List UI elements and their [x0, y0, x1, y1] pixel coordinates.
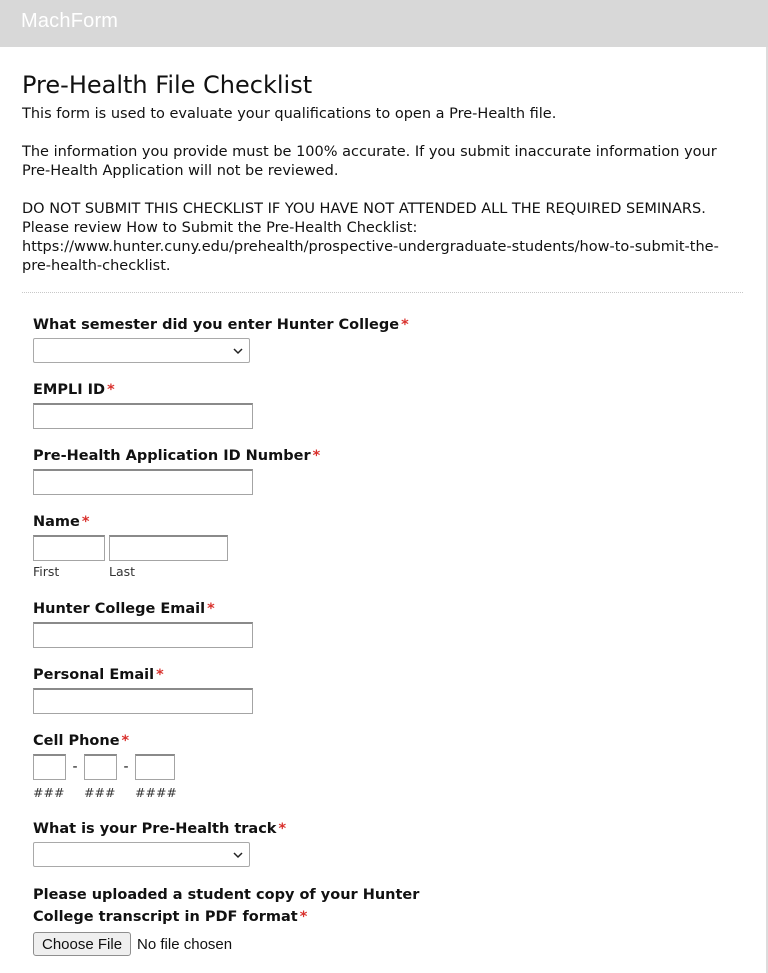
personal-email-input[interactable]: [33, 688, 253, 714]
field-cell-phone: [33, 731, 233, 803]
description-intro: This form is used to evaluate your qualifications to open a Pre-Health file.: [22, 106, 557, 122]
pre-health-track-label: What is your Pre-Health track *: [33, 821, 287, 837]
field-application-id: [33, 446, 320, 495]
phone-prefix-hint: ###: [84, 785, 116, 800]
form-title: Pre-Health File Checklist: [22, 71, 313, 99]
description-accuracy: The information you provide must be 100% accurate. If you submit inaccurate information your Pre-Health Application will not be reviewed.: [22, 144, 717, 179]
phone-area-code-input[interactable]: [33, 754, 66, 780]
name-label: Name *: [33, 514, 90, 530]
semester-label: What semester did you enter Hunter College *: [33, 317, 409, 333]
description-seminar-warning: DO NOT SUBMIT THIS CHECKLIST IF YOU HAVE NOT ATTENDED ALL THE REQUIRED SEMINARS. Please review How to Submit the Pre-Health Checklist: https://www.hunter.cuny.edu/prehealth/prospective-undergraduate-students/how-to-submit-the-pre-health-checklist.: [22, 201, 719, 274]
empli-id-label: EMPLI ID *: [33, 382, 115, 398]
semester-select[interactable]: [33, 338, 250, 363]
pre-health-track-select[interactable]: [33, 842, 250, 867]
field-hunter-email: [33, 599, 253, 648]
section-divider: [22, 292, 743, 293]
top-header-bar: [0, 0, 768, 47]
phone-line-number-hint: ####: [135, 785, 177, 800]
field-semester: [33, 315, 409, 363]
choose-file-button[interactable]: Choose File: [33, 932, 131, 956]
chevron-down-icon: [233, 346, 243, 356]
field-pre-health-track: [33, 819, 286, 867]
phone-separator: -: [123, 759, 129, 775]
field-empli-id: [33, 380, 253, 429]
chevron-down-icon: [233, 850, 243, 860]
field-name: [33, 512, 253, 582]
phone-line-number-input[interactable]: [135, 754, 175, 780]
personal-email-label: Personal Email *: [33, 667, 164, 683]
application-id-input[interactable]: [33, 469, 253, 495]
cell-phone-label: Cell Phone *: [33, 733, 130, 749]
field-personal-email: [33, 665, 253, 714]
hunter-email-label: Hunter College Email *: [33, 601, 215, 617]
hunter-email-input[interactable]: [33, 622, 253, 648]
first-name-input[interactable]: [33, 535, 105, 561]
phone-area-code-hint: ###: [33, 785, 65, 800]
transcript-upload-label: Please uploaded a student copy of your Hunter College transcript in PDF format *: [33, 887, 420, 925]
last-name-sublabel: Last: [109, 564, 136, 579]
phone-separator: -: [72, 759, 78, 775]
form-description: [22, 105, 732, 276]
machform-logo: MachForm: [21, 10, 119, 32]
first-name-sublabel: First: [33, 564, 60, 579]
last-name-input[interactable]: [109, 535, 228, 561]
phone-prefix-input[interactable]: [84, 754, 117, 780]
file-status-text: No file chosen: [137, 935, 233, 953]
application-id-label: Pre-Health Application ID Number *: [33, 448, 321, 464]
field-transcript-upload: [33, 884, 473, 956]
empli-id-input[interactable]: [33, 403, 253, 429]
